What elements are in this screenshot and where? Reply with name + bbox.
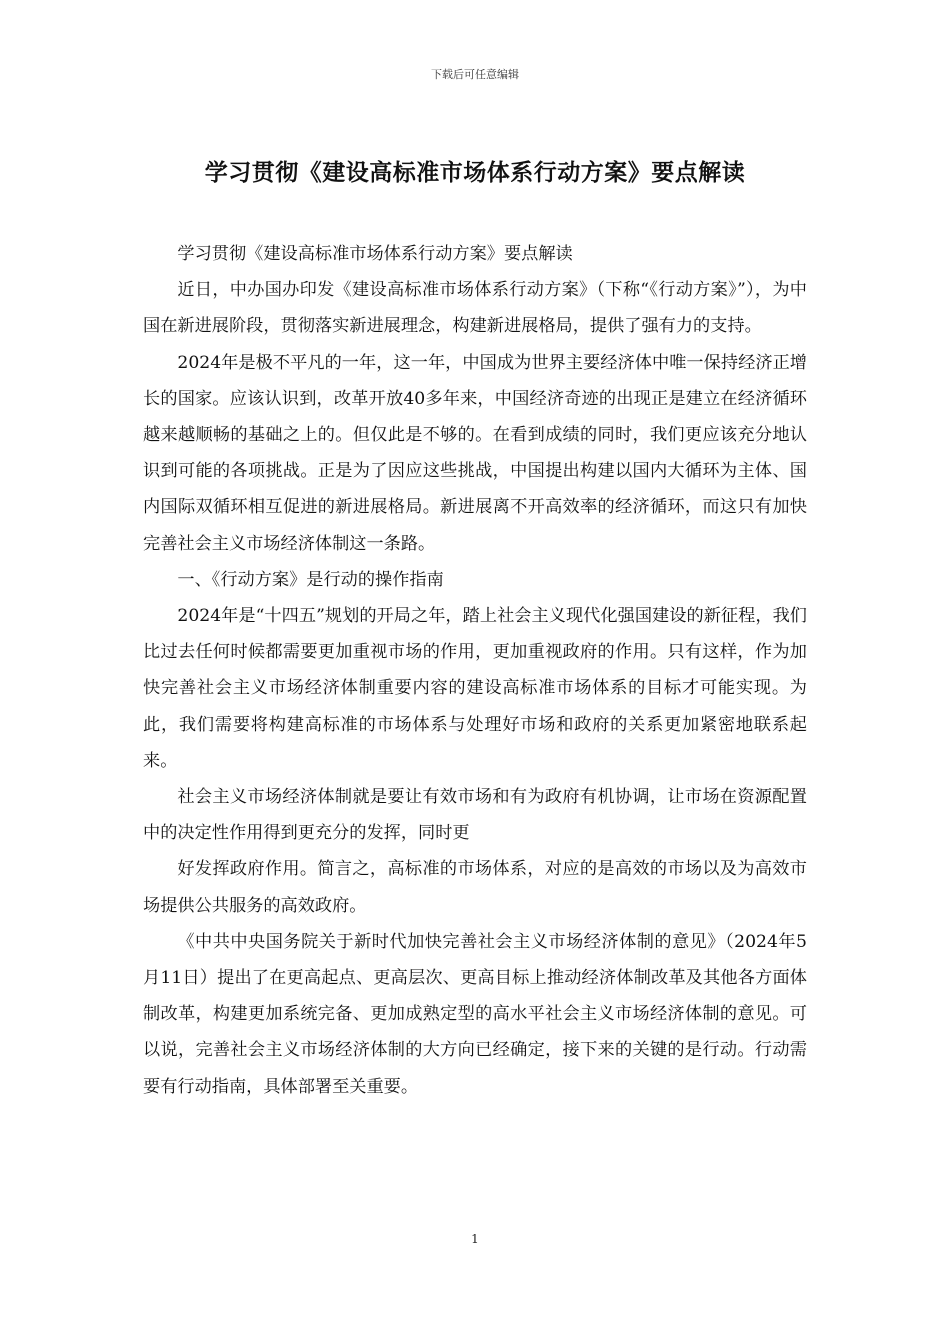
section-heading: 一、《行动方案》是行动的操作指南 <box>177 569 444 590</box>
document-body <box>143 236 807 1105</box>
paragraph: 学习贯彻《建设高标准市场体系行动方案》要点解读 <box>177 244 573 264</box>
paragraph: 《中共中央国务院关于新时代加快完善社会主义市场经济体制的意见》（2024年5月11日）提出了在更高起点、更高层次、更高目标上推动经济体制改革及其他各方面体制改革，构建更加系统完备、更加成熟定型的高水平社会主义市场经济体制的意见。可以说，完善社会主义市场经济体制的大方向已经确定，接下来的关键的是行动。行动需要有行动指南，具体部署至关重要。 <box>143 931 807 1097</box>
document-title: 学习贯彻《建设高标准市场体系行动方案》要点解读 <box>204 160 746 186</box>
page-header-note: 下载后可任意编辑 <box>431 68 519 81</box>
paragraph: 社会主义市场经济体制就是要让有效市场和有为政府有机协调，让市场在资源配置中的决定性作用得到更充分的发挥，同时更 <box>143 787 807 844</box>
paragraph: 2024年是极不平凡的一年，这一年，中国成为世界主要经济体中唯一保持经济正增长的国家。应该认识到，改革开放40多年来，中国经济奇迹的出现正是建立在经济循环越来越顺畅的基础之上的。但仅此是不够的。在看到成绩的同时，我们更应该充分地认识到可能的各项挑战。正是为了因应这些挑战，中国提出构建以国内大循环为主体、国内国际双循环相互促进的新进展格局。新进展离不开高效率的经济循环，而这只有加快完善社会主义市场经济体制这一条路。 <box>143 352 807 554</box>
page-number: 1 <box>471 1232 479 1246</box>
paragraph: 近日，中办国办印发《建设高标准市场体系行动方案》（下称“《行动方案》”），为中国在新进展阶段，贯彻落实新进展理念，构建新进展格局，提供了强有力的支持。 <box>143 280 807 337</box>
paragraph: 好发挥政府作用。简言之，高标准的市场体系，对应的是高效的市场以及为高效市场提供公共服务的高效政府。 <box>143 859 807 916</box>
paragraph: 2024年是“十四五”规划的开局之年，踏上社会主义现代化强国建设的新征程，我们比过去任何时候都需要更加重视市场的作用，更加重视政府的作用。只有这样，作为加快完善社会主义市场经济体制重要内容的建设高标准市场体系的目标才可能实现。为此，我们需要将构建高标准的市场体系与处理好市场和政府的关系更加紧密地联系起来。 <box>143 606 807 771</box>
